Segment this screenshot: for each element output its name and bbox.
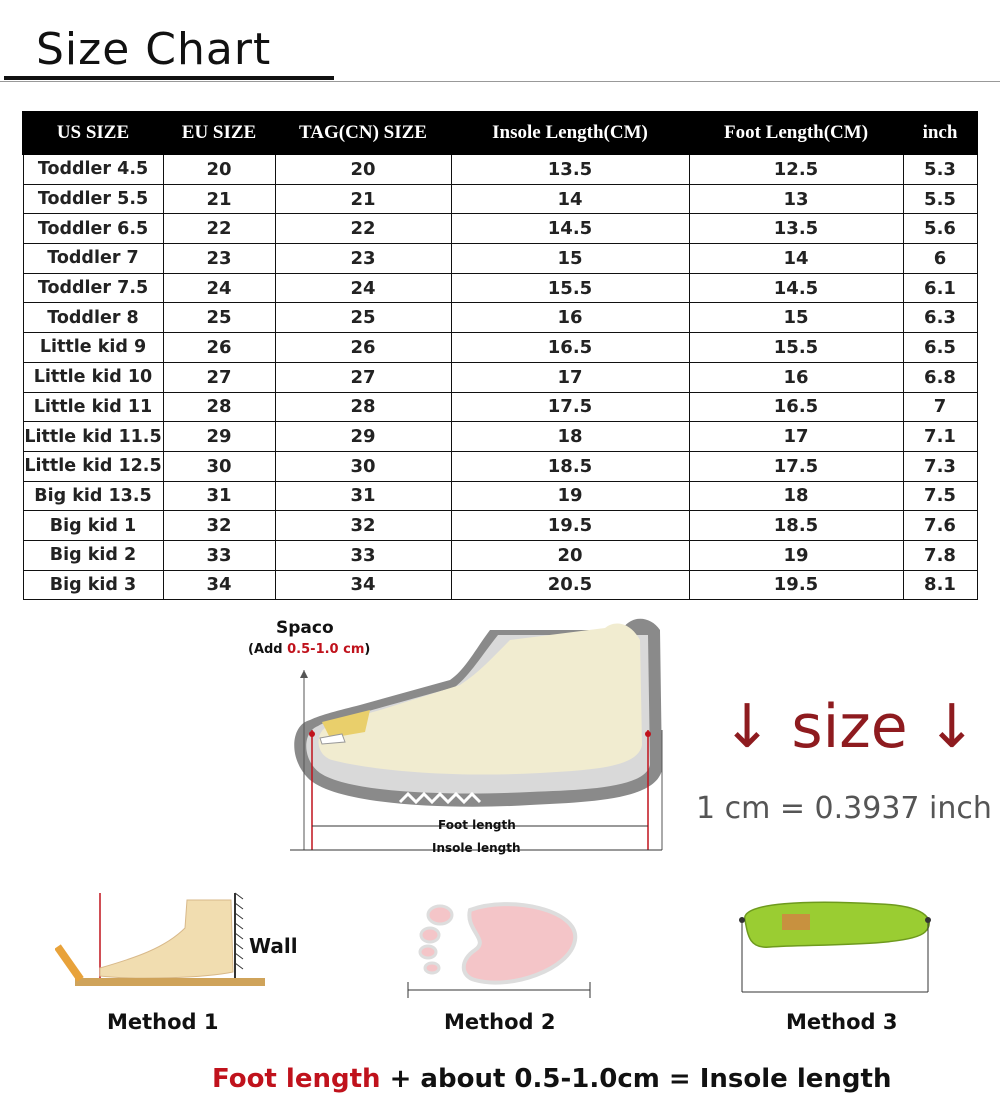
cell-insole-length: 14.5 xyxy=(451,214,689,244)
method2-label: Method 2 xyxy=(444,1010,556,1034)
cell-tag-size: 34 xyxy=(275,570,451,600)
title-underline xyxy=(4,76,334,80)
cell-eu-size: 20 xyxy=(163,154,275,184)
space-add-value: 0.5-1.0 cm xyxy=(287,642,365,657)
insole-length-label: Insole length xyxy=(432,841,521,855)
cell-tag-size: 30 xyxy=(275,451,451,481)
cell-foot-length: 16 xyxy=(689,362,903,392)
cell-eu-size: 34 xyxy=(163,570,275,600)
cell-foot-length: 15.5 xyxy=(689,333,903,363)
cell-us-size: Little kid 9 xyxy=(23,333,163,363)
cell-us-size: Big kid 2 xyxy=(23,540,163,570)
table-row xyxy=(23,451,977,481)
cell-insole-length: 20 xyxy=(451,540,689,570)
cell-tag-size: 33 xyxy=(275,540,451,570)
cell-eu-size: 27 xyxy=(163,362,275,392)
cell-eu-size: 28 xyxy=(163,392,275,422)
table-row xyxy=(23,303,977,333)
cell-tag-size: 25 xyxy=(275,303,451,333)
table-row xyxy=(23,362,977,392)
unit-conversion: 1 cm = 0.3937 inch xyxy=(696,791,992,826)
table-row xyxy=(23,540,977,570)
space-add-suffix: ) xyxy=(364,642,371,657)
cell-inch: 7.1 xyxy=(903,422,977,452)
cell-foot-length: 16.5 xyxy=(689,392,903,422)
foot-length-label: Foot length xyxy=(438,818,516,832)
cell-us-size: Big kid 1 xyxy=(23,511,163,541)
cell-us-size: Little kid 11.5 xyxy=(23,422,163,452)
cell-us-size: Big kid 3 xyxy=(23,570,163,600)
cell-us-size: Little kid 11 xyxy=(23,392,163,422)
cell-us-size: Toddler 5.5 xyxy=(23,184,163,214)
cell-tag-size: 23 xyxy=(275,244,451,274)
header-us-size: US SIZE xyxy=(23,112,163,154)
cell-insole-length: 13.5 xyxy=(451,154,689,184)
cell-insole-length: 18 xyxy=(451,422,689,452)
method2-illustration xyxy=(400,890,600,1000)
cell-eu-size: 26 xyxy=(163,333,275,363)
cell-tag-size: 22 xyxy=(275,214,451,244)
space-add-prefix: (Add xyxy=(248,642,288,657)
cell-insole-length: 17.5 xyxy=(451,392,689,422)
cell-foot-length: 13 xyxy=(689,184,903,214)
cell-eu-size: 32 xyxy=(163,511,275,541)
cell-insole-length: 15 xyxy=(451,244,689,274)
table-row xyxy=(23,511,977,541)
cell-inch: 6.3 xyxy=(903,303,977,333)
cell-foot-length: 18 xyxy=(689,481,903,511)
cell-foot-length: 19 xyxy=(689,540,903,570)
table-row xyxy=(23,273,977,303)
cell-eu-size: 29 xyxy=(163,422,275,452)
cell-insole-length: 19 xyxy=(451,481,689,511)
table-row xyxy=(23,244,977,274)
method1-label: Method 1 xyxy=(107,1010,219,1034)
table-header-row xyxy=(23,112,977,154)
cell-eu-size: 30 xyxy=(163,451,275,481)
cell-us-size: Little kid 12.5 xyxy=(23,451,163,481)
table-row xyxy=(23,570,977,600)
cell-eu-size: 25 xyxy=(163,303,275,333)
wall-label: Wall xyxy=(249,934,298,958)
cell-eu-size: 21 xyxy=(163,184,275,214)
cell-inch: 6.1 xyxy=(903,273,977,303)
cell-us-size: Toddler 6.5 xyxy=(23,214,163,244)
cell-insole-length: 20.5 xyxy=(451,570,689,600)
cell-foot-length: 19.5 xyxy=(689,570,903,600)
cell-eu-size: 31 xyxy=(163,481,275,511)
table-row xyxy=(23,214,977,244)
cell-insole-length: 18.5 xyxy=(451,451,689,481)
cell-inch: 7.6 xyxy=(903,511,977,541)
cell-tag-size: 26 xyxy=(275,333,451,363)
cell-eu-size: 24 xyxy=(163,273,275,303)
cell-tag-size: 24 xyxy=(275,273,451,303)
header-eu-size: EU SIZE xyxy=(163,112,275,154)
table-row xyxy=(23,481,977,511)
header-insole-length: Insole Length(CM) xyxy=(451,112,689,154)
footer-rest: + about 0.5-1.0cm = Insole length xyxy=(380,1064,892,1094)
cell-foot-length: 12.5 xyxy=(689,154,903,184)
cell-inch: 5.3 xyxy=(903,154,977,184)
cell-insole-length: 17 xyxy=(451,362,689,392)
cell-us-size: Toddler 4.5 xyxy=(23,154,163,184)
table-row xyxy=(23,333,977,363)
cell-us-size: Toddler 7.5 xyxy=(23,273,163,303)
cell-inch: 5.6 xyxy=(903,214,977,244)
cell-inch: 6 xyxy=(903,244,977,274)
cell-us-size: Toddler 8 xyxy=(23,303,163,333)
cell-tag-size: 20 xyxy=(275,154,451,184)
size-note: ↓ size ↓ xyxy=(722,692,978,762)
cell-inch: 7.8 xyxy=(903,540,977,570)
table-row xyxy=(23,184,977,214)
cell-foot-length: 18.5 xyxy=(689,511,903,541)
size-table xyxy=(22,111,978,600)
cell-us-size: Little kid 10 xyxy=(23,362,163,392)
cell-foot-length: 17 xyxy=(689,422,903,452)
cell-inch: 7.3 xyxy=(903,451,977,481)
cell-insole-length: 14 xyxy=(451,184,689,214)
cell-tag-size: 28 xyxy=(275,392,451,422)
cell-tag-size: 27 xyxy=(275,362,451,392)
cell-inch: 5.5 xyxy=(903,184,977,214)
cell-insole-length: 15.5 xyxy=(451,273,689,303)
cell-tag-size: 32 xyxy=(275,511,451,541)
cell-foot-length: 15 xyxy=(689,303,903,333)
cell-inch: 6.5 xyxy=(903,333,977,363)
cell-us-size: Big kid 13.5 xyxy=(23,481,163,511)
cell-eu-size: 22 xyxy=(163,214,275,244)
cell-insole-length: 19.5 xyxy=(451,511,689,541)
cell-insole-length: 16.5 xyxy=(451,333,689,363)
header-tag-size: TAG(CN) SIZE xyxy=(275,112,451,154)
footer-formula xyxy=(212,1064,891,1094)
method3-illustration xyxy=(730,892,940,1002)
cell-foot-length: 13.5 xyxy=(689,214,903,244)
method1-illustration xyxy=(55,888,275,998)
cell-insole-length: 16 xyxy=(451,303,689,333)
cell-foot-length: 14.5 xyxy=(689,273,903,303)
cell-us-size: Toddler 7 xyxy=(23,244,163,274)
cell-foot-length: 14 xyxy=(689,244,903,274)
table-row xyxy=(23,392,977,422)
method3-label: Method 3 xyxy=(786,1010,898,1034)
table-row xyxy=(23,154,977,184)
title-rule xyxy=(0,81,1000,82)
header-inch: inch xyxy=(903,112,977,154)
cell-inch: 6.8 xyxy=(903,362,977,392)
cell-eu-size: 33 xyxy=(163,540,275,570)
table-body xyxy=(23,154,977,600)
cell-eu-size: 23 xyxy=(163,244,275,274)
cell-tag-size: 29 xyxy=(275,422,451,452)
cell-tag-size: 21 xyxy=(275,184,451,214)
page-title: Size Chart xyxy=(36,24,272,75)
footer-highlight: Foot length xyxy=(212,1064,381,1094)
cell-inch: 8.1 xyxy=(903,570,977,600)
cell-inch: 7 xyxy=(903,392,977,422)
cell-foot-length: 17.5 xyxy=(689,451,903,481)
space-label: Spaco xyxy=(276,618,334,638)
cell-inch: 7.5 xyxy=(903,481,977,511)
header-foot-length: Foot Length(CM) xyxy=(689,112,903,154)
table-row xyxy=(23,422,977,452)
cell-tag-size: 31 xyxy=(275,481,451,511)
